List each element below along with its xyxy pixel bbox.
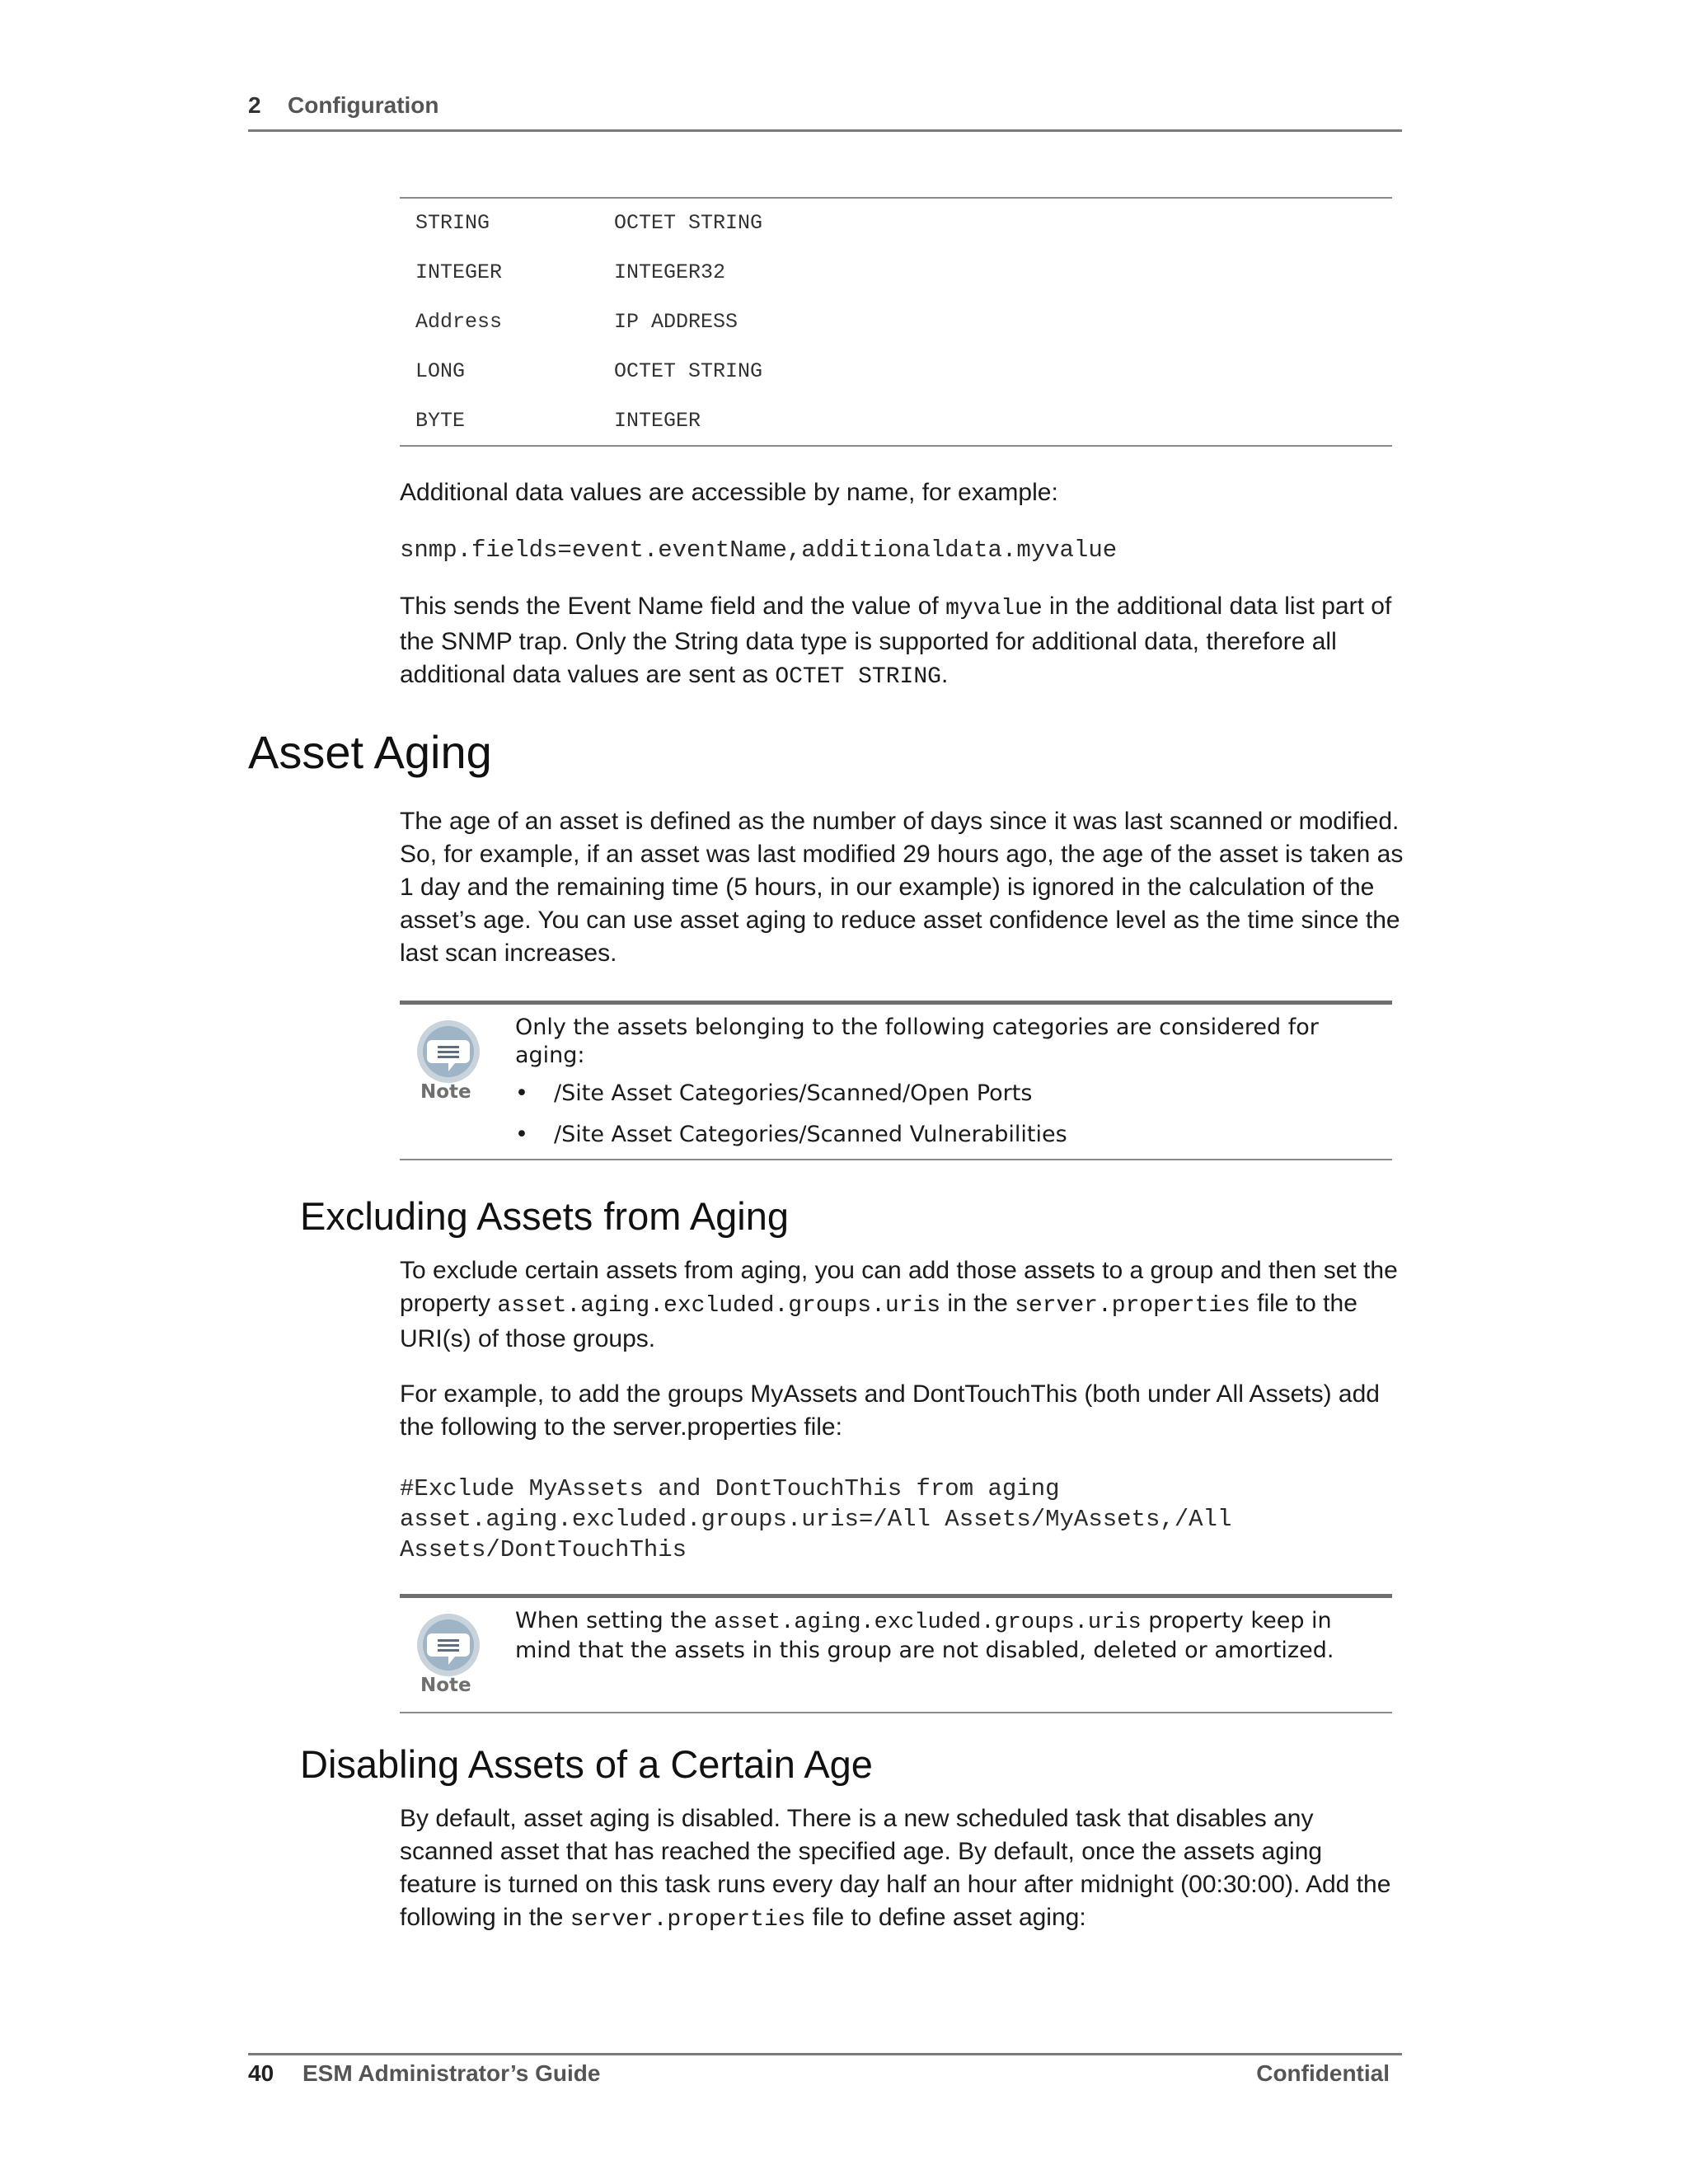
- subsection-heading: Disabling Assets of a Certain Age: [300, 1742, 873, 1786]
- table-bottom-rule: [400, 445, 1392, 447]
- note-label: Note: [420, 1081, 471, 1103]
- excluding-paragraph-2: For example, to add the groups MyAssets and DontTouchThis (both under All Assets) add the following to the server.properties file:: [400, 1380, 1380, 1441]
- text-run: This sends the Event Name field and the value of: [400, 593, 946, 620]
- note-bullet-text: /Site Asset Categories/Scanned/Open Ports: [554, 1080, 1033, 1106]
- table-cell: LONG: [415, 359, 466, 383]
- chapter-title: Configuration: [288, 92, 439, 118]
- section-heading: Asset Aging: [248, 726, 492, 778]
- note-label: Note: [420, 1675, 471, 1696]
- note-top-rule: [400, 1594, 1392, 1598]
- intro-paragraph: Additional data values are accessible by name, for example:: [400, 479, 1058, 506]
- table-top-rule: [400, 197, 1392, 199]
- chapter-number: 2: [248, 92, 261, 118]
- text-run: property keep in mind that the assets in this group are not disabled, deleted or amortized.: [515, 1608, 1334, 1663]
- header-rule: [248, 129, 1402, 132]
- inline-code: asset.aging.excluded.groups.uris: [714, 1610, 1142, 1635]
- table-cell: INTEGER: [415, 260, 503, 284]
- inline-code: myvalue: [945, 596, 1043, 621]
- note-text: Only the assets belonging to the following categories are considered for aging:: [515, 1015, 1319, 1068]
- text-run: By default, asset aging is disabled. There is a new scheduled task that disables any scanned asset that has reached the specified age. By default, once the assets aging feature is turned on this task runs every day half an hour after midnight (00:30:00). Add the following in the: [400, 1805, 1391, 1931]
- note-bullet: •: [515, 1080, 528, 1106]
- text-run: To exclude certain assets from aging, you can add those assets to a group and then set the property: [400, 1257, 1398, 1317]
- text-run: in the additional data list part of the SNMP trap. Only the String data type is supported for additional data, therefore all additional data values are sent as: [400, 593, 1392, 688]
- table-cell: STRING: [415, 211, 490, 235]
- note-bottom-rule: [400, 1712, 1392, 1713]
- text-run: .: [940, 661, 949, 688]
- inline-code: server.properties: [1015, 1293, 1250, 1319]
- note-top-rule: [400, 1001, 1392, 1005]
- disabling-paragraph: [400, 1802, 1405, 1937]
- code-line: asset.aging.excluded.groups.uris=/All Assets/MyAssets,/All: [400, 1506, 1232, 1533]
- table-cell: OCTET STRING: [614, 359, 763, 383]
- table-cell: OCTET STRING: [614, 211, 763, 235]
- asset-aging-paragraph: The age of an asset is defined as the number of days since it was last scanned or modified. So, for example, if an asset was last modified 29 hours ago, the age of the asset is taken as 1 day and the remaining time (5 hours, in our example) is ignored in the calculation of the asset’s age. You can use asset aging to reduce asset confidence level as the time since the last scan increases.: [400, 808, 1404, 967]
- excluding-paragraph-1: [400, 1254, 1405, 1356]
- intro-paragraph-2: [400, 590, 1405, 694]
- note-text: [515, 1607, 1372, 1665]
- table-cell: IP ADDRESS: [614, 310, 738, 334]
- note-bullet: •: [515, 1122, 528, 1147]
- code-block: [400, 1474, 1231, 1565]
- code-line: #Exclude MyAssets and DontTouchThis from aging: [400, 1475, 1060, 1502]
- text-run: file to the URI(s) of those groups.: [400, 1290, 1357, 1352]
- note-bullet-text: /Site Asset Categories/Scanned Vulnerabilities: [554, 1122, 1067, 1147]
- footer-rule: [248, 2053, 1402, 2055]
- inline-code: OCTET STRING: [775, 664, 941, 690]
- code-line: Assets/DontTouchThis: [400, 1536, 687, 1563]
- note-bottom-rule: [400, 1159, 1392, 1160]
- inline-code: asset.aging.excluded.groups.uris: [497, 1293, 941, 1319]
- confidentiality-label: Confidential: [1256, 2060, 1390, 2086]
- table-cell: INTEGER32: [614, 260, 726, 284]
- subsection-heading: Excluding Assets from Aging: [300, 1194, 790, 1238]
- table-cell: INTEGER: [614, 409, 701, 433]
- code-example: snmp.fields=event.eventName,additionaldata.myvalue: [400, 537, 1118, 564]
- inline-code: server.properties: [570, 1907, 806, 1933]
- page-number: 40: [248, 2060, 274, 2086]
- text-run: When setting the: [515, 1608, 715, 1633]
- table-cell: Address: [415, 310, 503, 334]
- table-cell: BYTE: [415, 409, 466, 433]
- text-run: file to define asset aging:: [805, 1904, 1086, 1931]
- text-run: in the: [940, 1290, 1015, 1317]
- guide-title: ESM Administrator’s Guide: [302, 2060, 601, 2086]
